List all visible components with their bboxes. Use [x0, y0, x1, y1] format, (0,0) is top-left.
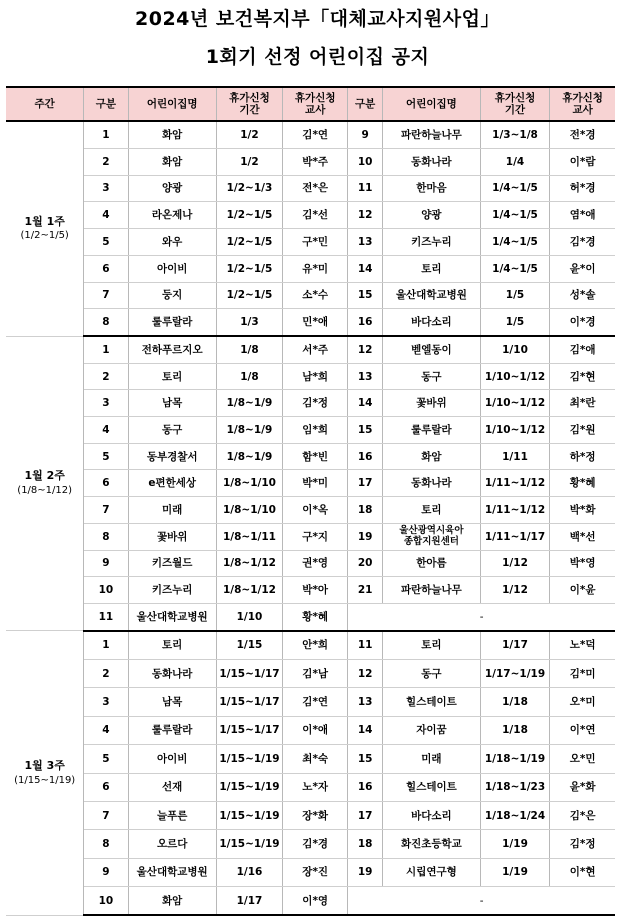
cell-period: 1/2~1/5	[216, 282, 282, 309]
title-block	[0, 0, 635, 72]
cell-period: 1/18	[480, 688, 549, 716]
cell-period: 1/15~1/17	[216, 688, 282, 716]
cell-teacher: 박*화	[550, 497, 615, 524]
cell-no: 4	[84, 716, 128, 744]
cell-teacher: 김*선	[283, 202, 348, 229]
cell-teacher: 구*민	[283, 229, 348, 256]
cell-teacher: 남*희	[283, 363, 348, 390]
table-row	[6, 417, 615, 444]
week-range: (1/15~1/19)	[14, 774, 76, 786]
cell-no: 11	[348, 631, 383, 660]
table-row	[6, 631, 615, 660]
table-row	[6, 745, 615, 773]
cell-name: 토리	[128, 363, 216, 390]
cell-period: 1/11~1/12	[480, 497, 549, 524]
table-row	[6, 577, 615, 604]
cell-name: 울산광역시육아 종합지원센터	[383, 523, 481, 550]
cell-teacher: 김*연	[283, 688, 348, 716]
cell-name: 미래	[128, 497, 216, 524]
cell-period: 1/18~1/19	[480, 745, 549, 773]
cell-no: 14	[348, 390, 383, 417]
week-group-1	[6, 121, 615, 336]
cell-teacher: 김*정	[550, 830, 615, 858]
table-row	[6, 773, 615, 801]
header-period: 휴가신청 기간	[216, 87, 282, 121]
week-cell	[6, 336, 84, 631]
cell-no: 21	[348, 577, 383, 604]
cell-teacher: 오*민	[550, 745, 615, 773]
table-row	[6, 282, 615, 309]
cell-teacher: 윤*화	[550, 773, 615, 801]
cell-no: 7	[84, 801, 128, 829]
table-row	[6, 229, 615, 256]
cell-name: 라온제나	[128, 202, 216, 229]
cell-name: 벧엘동이	[383, 336, 481, 363]
table-row	[6, 148, 615, 175]
cell-teacher: 이*옥	[283, 497, 348, 524]
cell-period: 1/12	[480, 550, 549, 577]
cell-no: 16	[348, 309, 383, 336]
cell-name: 화암	[128, 121, 216, 148]
cell-name: 울산대학교병원	[128, 603, 216, 630]
cell-no: 9	[84, 858, 128, 886]
cell-period: 1/2~1/3	[216, 175, 282, 202]
cell-name: 바다소리	[383, 309, 481, 336]
cell-teacher: 안*희	[283, 631, 348, 660]
cell-period: 1/8~1/12	[216, 550, 282, 577]
cell-no: 7	[84, 282, 128, 309]
cell-no: 12	[348, 659, 383, 687]
cell-teacher: 하*정	[550, 443, 615, 470]
table-row	[6, 830, 615, 858]
cell-name: 와우	[128, 229, 216, 256]
cell-teacher: 이*람	[550, 148, 615, 175]
cell-period: 1/2~1/5	[216, 202, 282, 229]
cell-name: 오르다	[128, 830, 216, 858]
cell-teacher: 황*혜	[550, 470, 615, 497]
cell-period: 1/2	[216, 148, 282, 175]
cell-teacher: 함*빈	[283, 443, 348, 470]
cell-period: 1/18~1/24	[480, 801, 549, 829]
page-title: 2024년 보건복지부「대체교사지원사업」	[135, 8, 500, 30]
cell-period: 1/8~1/10	[216, 470, 282, 497]
cell-name: 동부경찰서	[128, 443, 216, 470]
cell-teacher: 구*지	[283, 523, 348, 550]
cell-teacher: 이*애	[283, 716, 348, 744]
cell-name: 키즈월드	[128, 550, 216, 577]
cell-teacher: 허*경	[550, 175, 615, 202]
cell-teacher: 이*경	[550, 309, 615, 336]
cell-name: 화암	[383, 443, 481, 470]
week-cell	[6, 631, 84, 916]
cell-teacher: 최*란	[550, 390, 615, 417]
week-label: 1월 3주	[24, 758, 65, 772]
cell-period: 1/2~1/5	[216, 255, 282, 282]
cell-name: 양광	[383, 202, 481, 229]
cell-teacher: 황*혜	[283, 603, 348, 630]
cell-period: 1/3~1/8	[480, 121, 549, 148]
cell-no: 10	[84, 577, 128, 604]
cell-no: 1	[84, 336, 128, 363]
cell-teacher: 김*연	[283, 121, 348, 148]
cell-no: 15	[348, 282, 383, 309]
table-row	[6, 659, 615, 687]
cell-no: 12	[348, 336, 383, 363]
cell-name: 자이꿈	[383, 716, 481, 744]
cell-teacher: 김*현	[550, 363, 615, 390]
empty-cell: -	[348, 603, 615, 630]
cell-no: 19	[348, 858, 383, 886]
cell-period: 1/10~1/12	[480, 390, 549, 417]
cell-name: 바다소리	[383, 801, 481, 829]
cell-period: 1/11	[480, 443, 549, 470]
cell-teacher: 염*애	[550, 202, 615, 229]
cell-period: 1/19	[480, 858, 549, 886]
cell-name: 늘푸른	[128, 801, 216, 829]
table-row	[6, 716, 615, 744]
cell-teacher: 윤*이	[550, 255, 615, 282]
table-row	[6, 443, 615, 470]
cell-period: 1/8	[216, 363, 282, 390]
cell-period: 1/5	[480, 282, 549, 309]
cell-period: 1/4~1/5	[480, 175, 549, 202]
cell-no: 18	[348, 830, 383, 858]
cell-no: 14	[348, 255, 383, 282]
cell-name: 선재	[128, 773, 216, 801]
table-row	[6, 497, 615, 524]
cell-name: 토리	[383, 631, 481, 660]
cell-name: 아이비	[128, 255, 216, 282]
cell-no: 13	[348, 688, 383, 716]
cell-name: 키즈누리	[383, 229, 481, 256]
cell-period: 1/8~1/10	[216, 497, 282, 524]
cell-name: 동화나라	[383, 470, 481, 497]
cell-name: 꽃바위	[128, 523, 216, 550]
cell-teacher: 노*자	[283, 773, 348, 801]
cell-name: 키즈누리	[128, 577, 216, 604]
cell-name: 남목	[128, 688, 216, 716]
cell-period: 1/8~1/12	[216, 577, 282, 604]
cell-no: 6	[84, 255, 128, 282]
cell-no: 5	[84, 229, 128, 256]
cell-teacher: 소*수	[283, 282, 348, 309]
header-period: 휴가신청 기간	[480, 87, 549, 121]
cell-name: 동구	[383, 363, 481, 390]
cell-name: 화암	[128, 148, 216, 175]
cell-teacher: 김*미	[550, 659, 615, 687]
cell-teacher: 최*숙	[283, 745, 348, 773]
cell-name: 울산대학교병원	[128, 858, 216, 886]
cell-teacher: 전*경	[550, 121, 615, 148]
cell-period: 1/15~1/19	[216, 801, 282, 829]
cell-no: 19	[348, 523, 383, 550]
cell-name: 파란하늘나무	[383, 121, 481, 148]
week-group-2	[6, 336, 615, 631]
cell-name: 토리	[128, 631, 216, 660]
cell-period: 1/8~1/11	[216, 523, 282, 550]
cell-teacher: 이*현	[550, 858, 615, 886]
header-teacher: 휴가신청 교사	[550, 87, 615, 121]
cell-period: 1/11~1/12	[480, 470, 549, 497]
cell-period: 1/15	[216, 631, 282, 660]
table-row	[6, 309, 615, 336]
table-row	[6, 887, 615, 916]
table-row	[6, 688, 615, 716]
cell-period: 1/12	[480, 577, 549, 604]
cell-no: 20	[348, 550, 383, 577]
cell-name: 울산대학교병원	[383, 282, 481, 309]
cell-no: 9	[84, 550, 128, 577]
header-name: 어린이집명	[383, 87, 481, 121]
cell-no: 9	[348, 121, 383, 148]
cell-no: 13	[348, 363, 383, 390]
cell-no: 3	[84, 688, 128, 716]
cell-period: 1/4~1/5	[480, 202, 549, 229]
cell-no: 5	[84, 443, 128, 470]
cell-teacher: 권*영	[283, 550, 348, 577]
cell-teacher: 이*연	[550, 716, 615, 744]
cell-teacher: 임*희	[283, 417, 348, 444]
table-row	[6, 121, 615, 148]
cell-name: 동구	[128, 417, 216, 444]
header-name: 어린이집명	[128, 87, 216, 121]
cell-no: 11	[84, 603, 128, 630]
cell-period: 1/3	[216, 309, 282, 336]
cell-no: 2	[84, 148, 128, 175]
header-no: 구분	[84, 87, 128, 121]
cell-period: 1/17~1/19	[480, 659, 549, 687]
cell-teacher: 백*선	[550, 523, 615, 550]
cell-period: 1/15~1/19	[216, 745, 282, 773]
week-label: 1월 1주	[24, 214, 65, 228]
page-subtitle: 1회기 선정 어린이집 공지	[205, 46, 430, 68]
cell-period: 1/4~1/5	[480, 255, 549, 282]
cell-name: 화암	[128, 887, 216, 916]
cell-no: 10	[84, 887, 128, 916]
cell-name: 동화나라	[383, 148, 481, 175]
cell-period: 1/15~1/19	[216, 830, 282, 858]
table-row	[6, 202, 615, 229]
cell-period: 1/4	[480, 148, 549, 175]
cell-period: 1/16	[216, 858, 282, 886]
cell-no: 4	[84, 202, 128, 229]
cell-teacher: 김*은	[550, 801, 615, 829]
cell-no: 18	[348, 497, 383, 524]
cell-teacher: 김*원	[550, 417, 615, 444]
cell-period: 1/10~1/12	[480, 363, 549, 390]
cell-name: 미래	[383, 745, 481, 773]
table-row	[6, 801, 615, 829]
table-row	[6, 550, 615, 577]
cell-period: 1/10~1/12	[480, 417, 549, 444]
cell-no: 11	[348, 175, 383, 202]
cell-name: 룰루랄라	[128, 716, 216, 744]
cell-name: 힐스테이트	[383, 773, 481, 801]
week-label: 1월 2주	[24, 469, 65, 483]
cell-period: 1/11~1/17	[480, 523, 549, 550]
table-row	[6, 470, 615, 497]
cell-no: 3	[84, 390, 128, 417]
cell-teacher: 서*주	[283, 336, 348, 363]
cell-period: 1/18	[480, 716, 549, 744]
cell-teacher: 박*영	[550, 550, 615, 577]
cell-teacher: 민*애	[283, 309, 348, 336]
cell-no: 15	[348, 417, 383, 444]
cell-period: 1/15~1/19	[216, 773, 282, 801]
cell-period: 1/17	[480, 631, 549, 660]
cell-no: 1	[84, 631, 128, 660]
cell-teacher: 오*미	[550, 688, 615, 716]
cell-no: 16	[348, 443, 383, 470]
cell-name: 남목	[128, 390, 216, 417]
cell-period: 1/15~1/17	[216, 659, 282, 687]
cell-name: 동구	[383, 659, 481, 687]
cell-no: 4	[84, 417, 128, 444]
cell-name: e편한세상	[128, 470, 216, 497]
empty-cell: -	[348, 887, 615, 916]
header-teacher: 휴가신청 교사	[283, 87, 348, 121]
cell-no: 6	[84, 773, 128, 801]
cell-no: 6	[84, 470, 128, 497]
cell-name: 화진초등학교	[383, 830, 481, 858]
cell-no: 5	[84, 745, 128, 773]
cell-name: 아이비	[128, 745, 216, 773]
cell-no: 13	[348, 229, 383, 256]
cell-no: 2	[84, 659, 128, 687]
cell-name: 룰루랄라	[128, 309, 216, 336]
cell-teacher: 김*경	[550, 229, 615, 256]
cell-teacher: 김*정	[283, 390, 348, 417]
cell-period: 1/5	[480, 309, 549, 336]
cell-name: 동화나라	[128, 659, 216, 687]
week-range: (1/2~1/5)	[20, 230, 69, 242]
cell-period: 1/2~1/5	[216, 229, 282, 256]
cell-teacher: 노*덕	[550, 631, 615, 660]
cell-name: 토리	[383, 497, 481, 524]
cell-name: 한아름	[383, 550, 481, 577]
cell-period: 1/8~1/9	[216, 417, 282, 444]
cell-no: 8	[84, 309, 128, 336]
cell-name: 전하푸르지오	[128, 336, 216, 363]
cell-period: 1/8~1/9	[216, 390, 282, 417]
cell-period: 1/4~1/5	[480, 229, 549, 256]
cell-period: 1/8~1/9	[216, 443, 282, 470]
cell-no: 15	[348, 745, 383, 773]
cell-teacher: 김*애	[550, 336, 615, 363]
cell-teacher: 김*남	[283, 659, 348, 687]
selection-table	[6, 86, 615, 916]
cell-teacher: 박*주	[283, 148, 348, 175]
table-row	[6, 363, 615, 390]
cell-name: 파란하늘나무	[383, 577, 481, 604]
table-row	[6, 390, 615, 417]
table-row	[6, 603, 615, 630]
week-cell	[6, 121, 84, 336]
header-no: 구분	[348, 87, 383, 121]
cell-no: 12	[348, 202, 383, 229]
cell-name: 시립연구형	[383, 858, 481, 886]
cell-name: 한마음	[383, 175, 481, 202]
cell-no: 3	[84, 175, 128, 202]
cell-period: 1/18~1/23	[480, 773, 549, 801]
cell-teacher: 유*미	[283, 255, 348, 282]
cell-no: 16	[348, 773, 383, 801]
cell-period: 1/15~1/17	[216, 716, 282, 744]
cell-teacher: 김*경	[283, 830, 348, 858]
table-row	[6, 175, 615, 202]
cell-teacher: 장*진	[283, 858, 348, 886]
cell-name: 둥지	[128, 282, 216, 309]
table-row	[6, 858, 615, 886]
cell-no: 8	[84, 830, 128, 858]
cell-period: 1/19	[480, 830, 549, 858]
header-row	[6, 87, 615, 121]
cell-name: 토리	[383, 255, 481, 282]
week-group-3	[6, 631, 615, 916]
cell-teacher: 장*화	[283, 801, 348, 829]
cell-teacher: 성*솔	[550, 282, 615, 309]
table-row	[6, 255, 615, 282]
cell-no: 10	[348, 148, 383, 175]
cell-period: 1/10	[480, 336, 549, 363]
cell-period: 1/17	[216, 887, 282, 916]
cell-teacher: 박*아	[283, 577, 348, 604]
cell-period: 1/8	[216, 336, 282, 363]
cell-no: 17	[348, 470, 383, 497]
cell-teacher: 이*영	[283, 887, 348, 916]
cell-name: 힐스테이트	[383, 688, 481, 716]
cell-no: 14	[348, 716, 383, 744]
cell-no: 17	[348, 801, 383, 829]
cell-period: 1/2	[216, 121, 282, 148]
week-range: (1/8~1/12)	[17, 484, 73, 496]
cell-name: 룰루랄라	[383, 417, 481, 444]
cell-teacher: 이*윤	[550, 577, 615, 604]
cell-no: 2	[84, 363, 128, 390]
cell-name: 양광	[128, 175, 216, 202]
cell-no: 8	[84, 523, 128, 550]
cell-period: 1/10	[216, 603, 282, 630]
cell-name: 꽃바위	[383, 390, 481, 417]
table-row	[6, 523, 615, 550]
cell-teacher: 박*미	[283, 470, 348, 497]
cell-no: 7	[84, 497, 128, 524]
table-row	[6, 336, 615, 363]
cell-no: 1	[84, 121, 128, 148]
cell-teacher: 전*은	[283, 175, 348, 202]
header-week: 주간	[6, 87, 84, 121]
